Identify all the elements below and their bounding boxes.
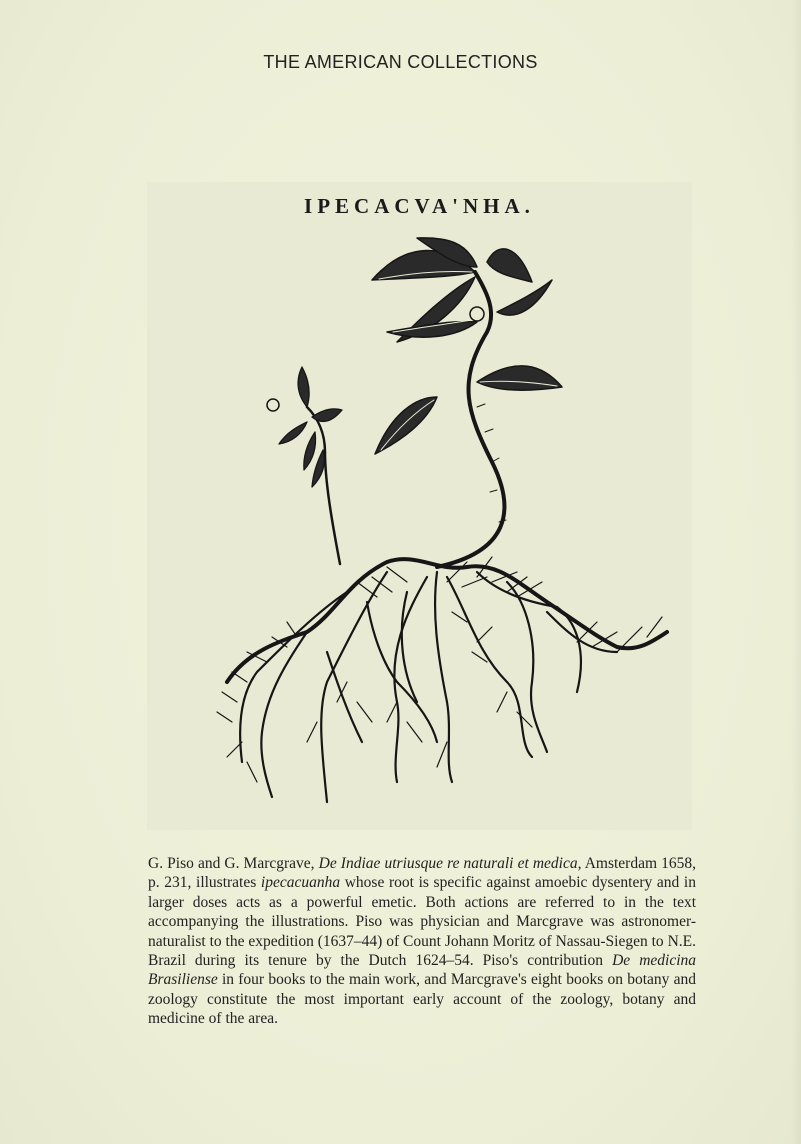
figure-caption [148,854,696,1029]
botanical-plate [147,182,692,830]
caption-text: G. Piso and G. Marcgrave, [148,855,319,872]
caption-text: in four books to the main work, and Marcgrave's eight books on botany and zoology constitute the most important early account of the zoology, botany and medicine of the area. [148,971,696,1028]
root [240,572,617,802]
page-edge-shadow [791,0,801,1144]
plate-title: IPECACVA'NHA. [304,194,535,218]
flower [470,307,484,321]
caption-book-title: De Indiae utriusque re naturali et medica, [318,855,582,872]
caption-text: Amsterdam 1658, p. 231, illustrates [148,855,696,892]
flower [267,399,279,411]
small-leaf [279,367,342,487]
caption-plant-name: ipecacuanha [260,874,341,892]
leaf [372,238,562,454]
caption-work-title: De medicina Brasiliense [148,952,697,989]
caption-text: whose root is specific against amoebic dysentery and in larger doses acts as a powerful emetic. Both actions are referred to in the text accompanying the illustrations. Piso was physician and Marcgrave was astronomer-naturalist to the expedition (1637–44) of Count Johann Moritz of Nassau-Siegen to N.E. Brazil during its tenure by the Dutch 1624–54. Piso's contribution [148,874,696,970]
ipecacuanha-illustration [147,182,692,830]
running-head: THE AMERICAN COLLECTIONS [263,52,538,72]
